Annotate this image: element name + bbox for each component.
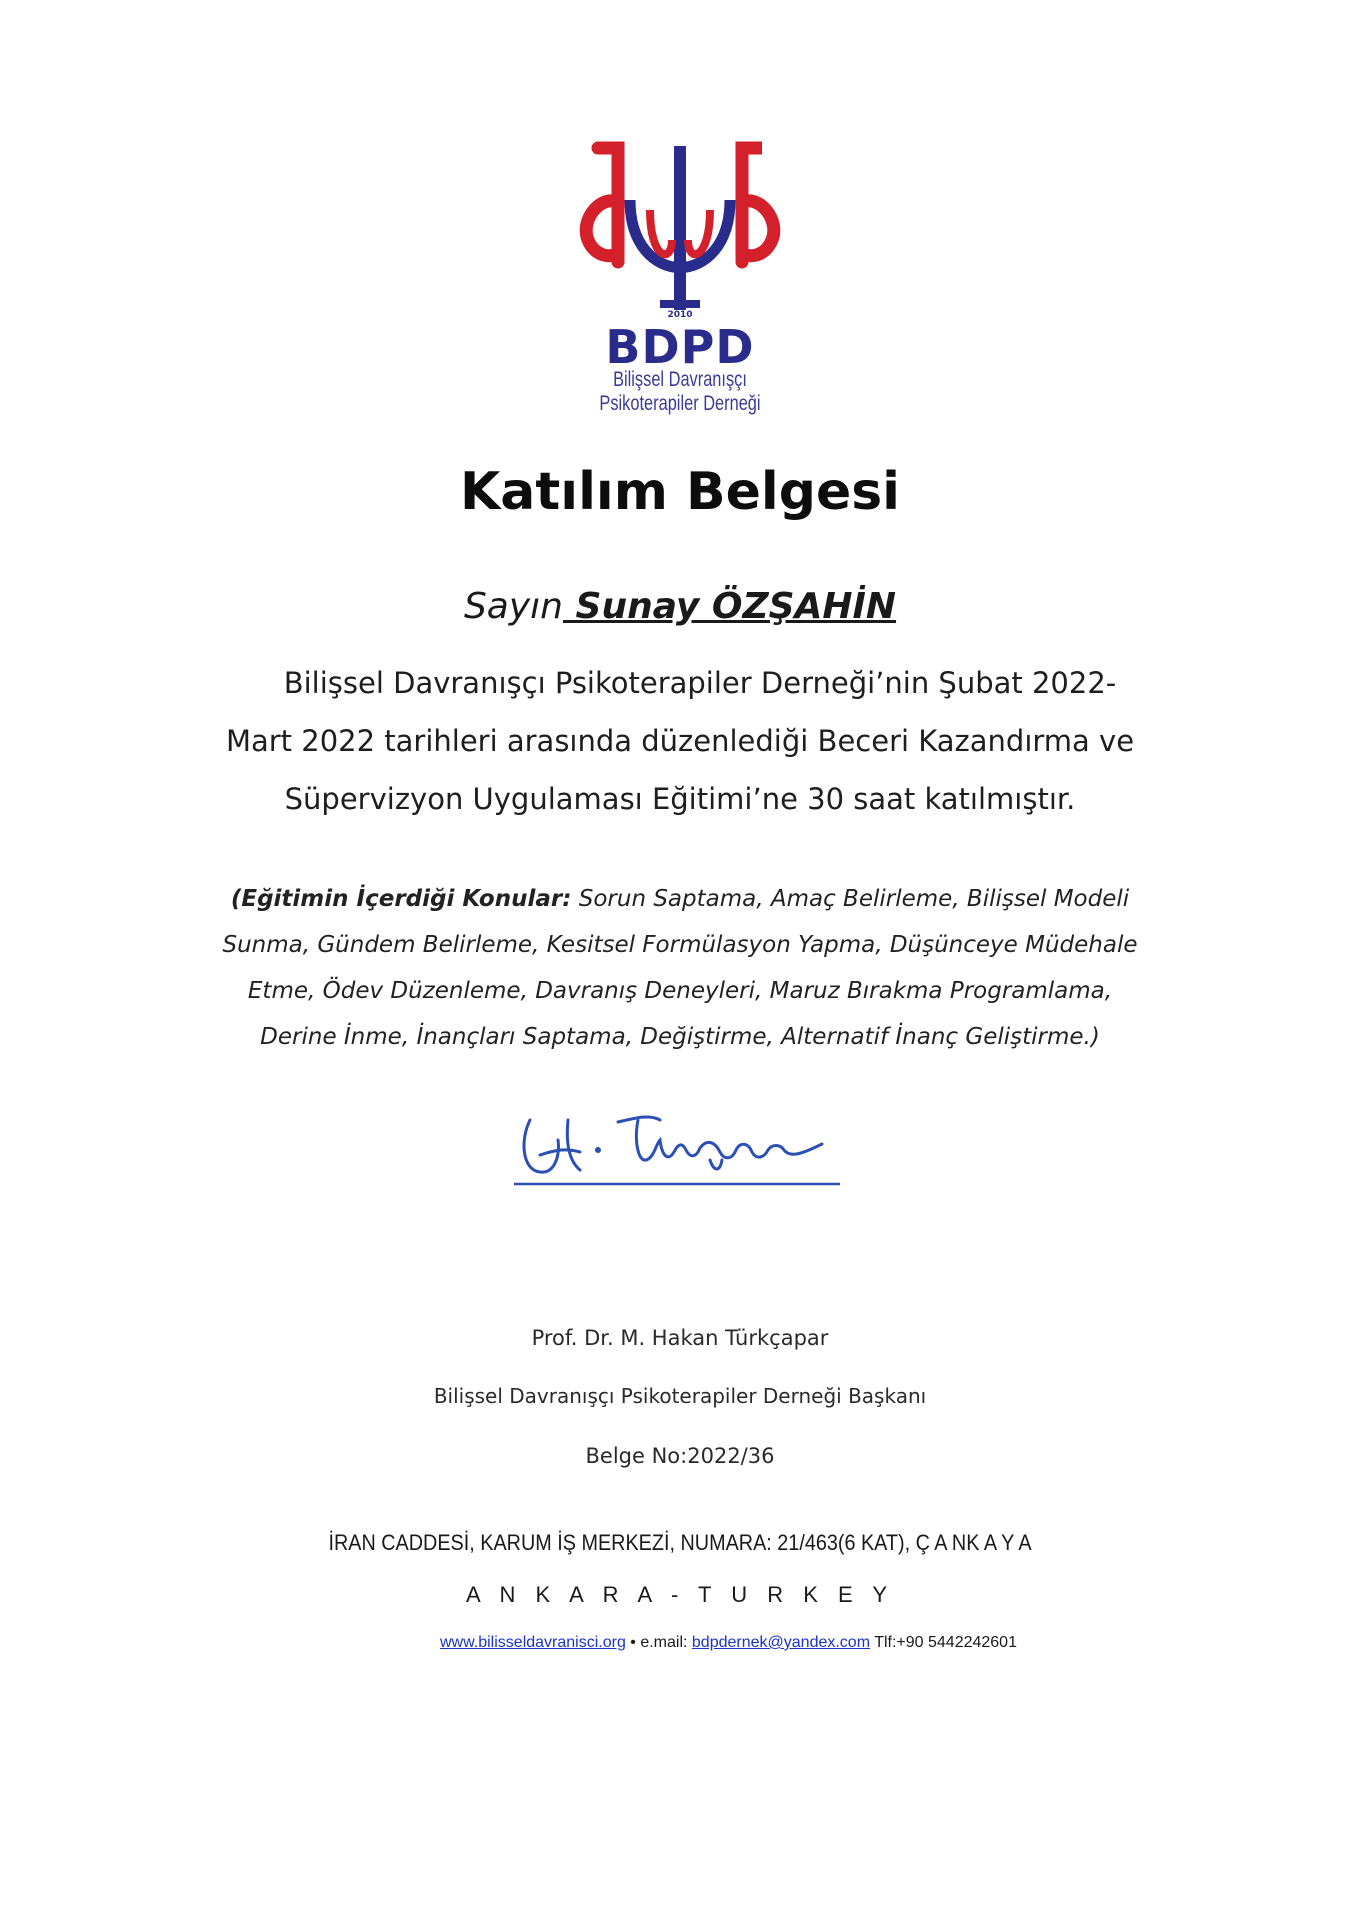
signatory-role: Bilişsel Davranışçı Psikoterapiler Derneği Başkanı (433, 1384, 927, 1408)
signatory-name: Prof. Dr. M. Hakan Türkçapar (531, 1326, 829, 1350)
topics-line: Sunma, Gündem Belirleme, Kesitsel Formülasyon Yapma, Düşünceye Müdehale (222, 932, 1138, 958)
body-line: Mart 2022 tarihleri arasında düzenlediği Beceri Kazandırma ve (225, 724, 1135, 758)
salutation-line (0, 586, 1360, 627)
address-line-2: A N K A R A - T U R K E Y (465, 1582, 895, 1607)
salutation-word: Sayın (463, 586, 563, 627)
body-line: Süpervizyon Uygulaması Eğitimi’ne 30 saat katılmıştır. (284, 782, 1076, 816)
certificate-title: Katılım Belgesi (460, 462, 900, 522)
training-topics (150, 876, 1210, 1060)
document-number: Belge No:2022/36 (585, 1444, 775, 1468)
contact-line (440, 1634, 1060, 1652)
address-line-1: İRAN CADDESİ, KARUM İŞ MERKEZİ, NUMARA: 21/463(6 KAT), Ç A NK A Y A (328, 1530, 1032, 1555)
topics-line (150, 876, 1210, 922)
recipient-name: Sunay ÖZŞAHİN (562, 586, 897, 627)
phone-number: Tlf:+90 5442242601 (870, 1634, 1017, 1651)
logo-subtitle-line-1: Bilişsel Davranışçı (613, 368, 747, 391)
logo-abbreviation: BDPD (605, 320, 755, 374)
certificate-body (200, 654, 1160, 828)
bdpd-psi-emblem-icon (560, 140, 800, 320)
organization-logo (560, 140, 800, 420)
logo-subtitle-line-2: Psikoterapiler Derneği (599, 392, 761, 415)
topics-text: Sorun Saptama, Amaç Belirleme, Bilişsel Modeli (571, 886, 1130, 912)
logo-year: 2010 (667, 310, 693, 320)
email-link[interactable]: bdpdernek@yandex.com (691, 1634, 871, 1651)
handwritten-signature (510, 1100, 850, 1200)
topics-line: Etme, Ödev Düzenleme, Davranış Deneyleri, Maruz Bırakma Programlama, (247, 978, 1113, 1004)
body-line: Bilişsel Davranışçı Psikoterapiler Derneği’nin Şubat 2022- (283, 666, 1117, 700)
topics-lead: (Eğitimin İçerdiği Konular: (230, 886, 572, 912)
email-label: • e.mail: (625, 1634, 692, 1651)
website-link[interactable]: www.bilisseldavranisci.org (440, 1634, 626, 1651)
topics-line: Derine İnme, İnançları Saptama, Değiştirme, Alternatif İnanç Geliştirme.) (260, 1024, 1100, 1050)
